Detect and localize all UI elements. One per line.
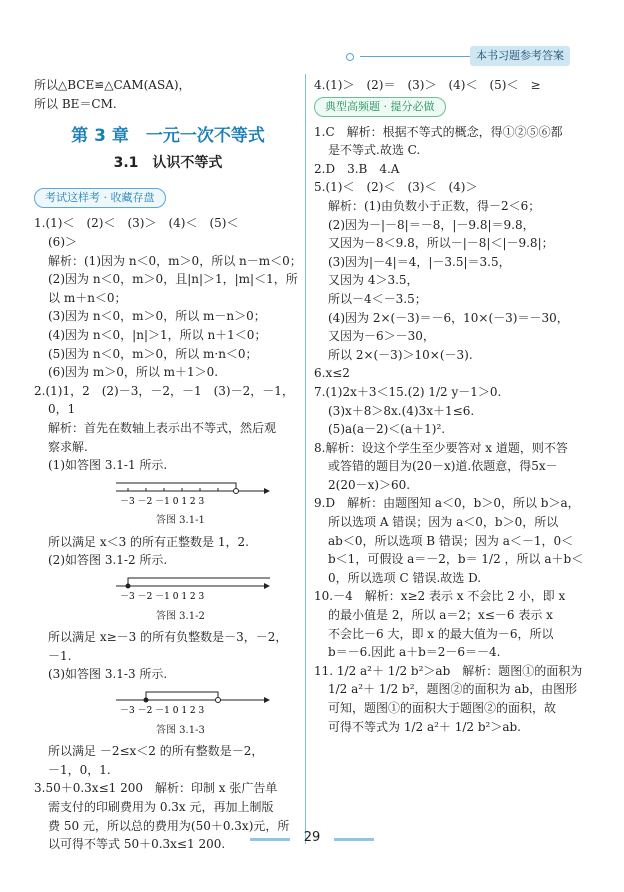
- text-line: 4.(1)＞ (2)＝ (3)＞ (4)＜ (5)＜ ≥: [314, 78, 541, 92]
- text-line: 1.(1)＜ (2)＜ (3)＞ (4)＜ (5)＜: [34, 216, 239, 231]
- text-line: 所以△BCE≌△CAM(ASA)，: [34, 78, 191, 92]
- section-banner: 典型高频题 · 提分必做: [314, 97, 446, 117]
- text-line: b＜1，可假设 a＝－2，b＝ 1/2 ，所以 a＋b＜: [328, 552, 584, 567]
- text-line: 可知，题图①的面积大于题图②的面积，故: [328, 701, 557, 715]
- text-line: 0，所以选项 C 错误.故选 D.: [328, 570, 482, 585]
- text-line: 又因为－6＞－30，: [328, 329, 435, 344]
- text-line: 可得不等式为 1/2 a²＋ 1/2 b²＞ab.: [328, 719, 521, 734]
- text-line: 以 m＋n＜0；: [48, 290, 127, 305]
- header-dot-icon: [346, 53, 354, 61]
- page-header: [0, 44, 624, 68]
- text-line: 所以满足 x≥－3 的所有负整数是－3，－2，: [48, 630, 288, 645]
- text-line: ab＜0，所以选项 B 错误；因为 a＜－1，0＜: [328, 533, 574, 548]
- text-line: (2)如答图 3.1-2 所示.: [48, 553, 168, 568]
- text-line: 解析：(1)因为 n＜0，m＞0，所以 n－m＜0；: [48, 253, 302, 268]
- page-number: 29: [303, 830, 321, 845]
- text-line: 费 50 元，所以总的费用为(50＋0.3x)元，所: [48, 818, 290, 833]
- text-line: 2.(1)1，2 (2)－3，－2，－1 (3)－2，－1，: [34, 383, 294, 398]
- text-line: 11. 1/2 a²＋ 1/2 b²＞ab 解析：题图①的面积为: [314, 663, 583, 678]
- text-line: b＝－6.因此 a＋b＝2－6＝－4.: [328, 645, 501, 660]
- text-line: －1.: [48, 648, 72, 663]
- text-line: 以可得不等式 50＋0.3x≤1 200.: [48, 837, 226, 852]
- section-banner: 考试这样考 · 收藏存盘: [34, 188, 166, 208]
- text-line: 2.D 3.B 4.A: [314, 161, 400, 176]
- text-line: (3)x＋8＞8x.(4)3x＋1≤6.: [328, 403, 475, 418]
- text-line: 所以 BE＝CM.: [34, 96, 117, 111]
- text-line: (3)因为 n＜0，m＞0，所以 m－n＞0；: [48, 309, 266, 324]
- text-line: (1)如答图 3.1-1 所示.: [48, 458, 168, 473]
- text-line: 需支付的印刷费用为 0.3x 元，再加上制版: [48, 800, 274, 814]
- text-line: 不会比－6 大，即 x 的最大值为－6，所以: [328, 626, 554, 641]
- text-line: (6)因为 m＞0，所以 m＋1＞0.: [48, 365, 219, 380]
- text-line: 又因为－8＜9.8，所以－|－8|＜|－9.8|；: [328, 236, 554, 251]
- text-line: (3)因为|－4|＝4，|－3.5|＝3.5，: [328, 254, 511, 269]
- text-line: (3)如答图 3.1-3 所示.: [48, 667, 168, 682]
- text-line: 8.解析：设这个学生至少要答对 x 道题，则不答: [314, 440, 568, 455]
- text-line: (2)因为－|－8|＝－8，|－9.8|＝9.8，: [328, 217, 535, 232]
- left-lines-3: [34, 628, 302, 684]
- section-title: 3.1 认识不等式: [113, 154, 223, 171]
- figure-caption: 答图 3.1-1: [156, 515, 205, 527]
- right-lines: [314, 123, 592, 737]
- text-line: (4)因为 n＜0，|n|＞1，所以 n＋1＜0；: [48, 327, 267, 342]
- text-line: 10.－4 解析：x≥2 表示 x 不会比 2 小，即 x: [314, 589, 566, 604]
- text-line: 所以满足 x＜3 的所有正整数是 1，2.: [48, 534, 249, 549]
- text-line: 所以满足 －2≤x＜2 的所有整数是－2，: [48, 744, 264, 759]
- number-line-2: [114, 574, 274, 602]
- text-line: 察求解.: [48, 439, 88, 454]
- left-lines: [34, 214, 302, 474]
- right-column: [314, 76, 592, 736]
- text-line: 又因为 4＞3.5，: [328, 273, 419, 288]
- header-tab: 本书习题参考答案: [470, 46, 570, 66]
- column-divider: [305, 74, 306, 844]
- text-line: 解析：(1)由负数小于正数，得－2＜6；: [328, 198, 541, 213]
- text-line: (4)因为 2×(－3)＝－6，10×(－3)＝－30，: [328, 310, 569, 325]
- text-line: 所以－4＜－3.5；: [328, 291, 427, 306]
- figure-caption: 答图 3.1-2: [156, 610, 205, 622]
- text-line: 5.(1)＜ (2)＜ (3)＜ (4)＞: [314, 180, 478, 195]
- text-line: (6)＞: [48, 234, 77, 249]
- axis-ticks: －3 －2 －1 0 1 2 3: [120, 592, 205, 603]
- axis-ticks: －3 －2 －1 0 1 2 3: [120, 706, 205, 717]
- text-line: 9.D 解析：由题图知 a＜0，b＞0，所以 b＞a，: [314, 496, 580, 511]
- text-line: (5)因为 n＜0，m＞0，所以 m·n＜0；: [48, 346, 258, 361]
- chapter-title: 第 3 章 一元一次不等式: [71, 126, 265, 147]
- text-line: 2(20－x)＞60.: [328, 477, 411, 492]
- left-lines-2: [34, 533, 302, 570]
- text-line: 7.(1)2x＋3＜15.(2) 1/2 y－1＞0.: [314, 384, 502, 399]
- text-line: 或答错的题目为(20－x)道.依题意，得5x－: [328, 459, 558, 474]
- text-line: 所以 2×(－3)＞10×(－3).: [328, 347, 473, 362]
- text-line: 1.C 解析：根据不等式的概念，得①②⑤⑥都: [314, 124, 563, 139]
- axis-ticks: －3 －2 －1 0 1 2 3: [120, 496, 205, 507]
- text-line: 3.50＋0.3x≤1 200 解析：印制 x 张广告单: [34, 781, 278, 796]
- text-line: 0，1: [48, 402, 76, 417]
- text-line: 的最小值是 2，所以 a＝2；x≤－6 表示 x: [328, 608, 553, 623]
- text-line: －1，0，1.: [48, 762, 111, 777]
- text-line: (5)a(a－2)＜(a＋1)².: [328, 422, 446, 437]
- text-line: 6.x≤2: [314, 366, 350, 381]
- left-column: [34, 76, 302, 854]
- text-line: 1/2 a²＋ 1/2 b²，题图②的面积为 ab，由图形: [328, 682, 578, 697]
- text-line: 解析：首先在数轴上表示出不等式，然后观: [48, 420, 277, 435]
- number-line-3: [114, 688, 274, 716]
- number-line-1: [114, 479, 274, 507]
- figure-caption: 答图 3.1-3: [156, 724, 205, 736]
- text-line: (2)因为 n＜0，m＞0，且|n|＞1，|m|＜1，所: [48, 272, 298, 287]
- text-line: 是不等式.故选 C.: [328, 143, 421, 158]
- text-line: 所以选项 A 错误；因为 a＜0，b＞0，所以: [328, 515, 559, 530]
